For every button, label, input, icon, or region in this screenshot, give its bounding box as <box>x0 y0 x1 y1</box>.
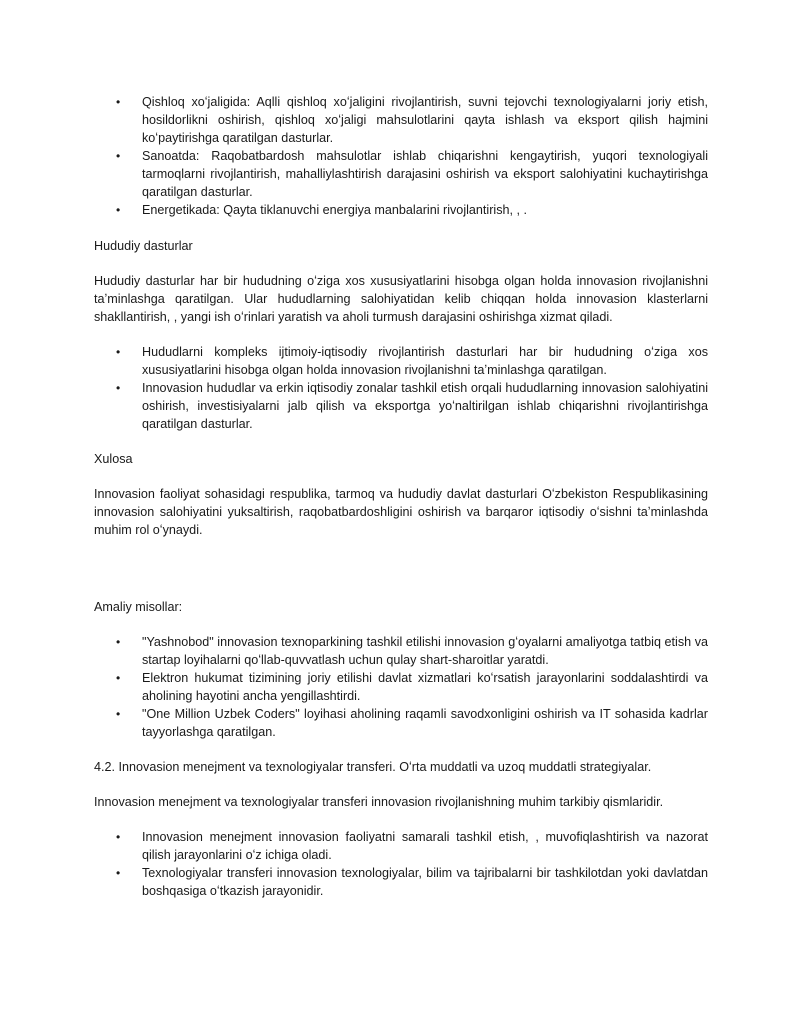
list-item-text: "One Million Uzbek Coders" loyihasi aholining raqamli savodxonligini oshirish va IT sohasida kadrlar tayyorlashga qaratilgan. <box>142 707 708 739</box>
conclusion-paragraph: Innovasion faoliyat sohasidagi respublika, tarmoq va hududiy davlat dasturlari Oʻzbekiston Respublikasining innovasion salohiyatini yuksaltirish, raqobatbardoshligini oshirish va barqaror iqtisodiy oʻsishni taʼminlashda muhim rol oʻynaydi. <box>94 487 708 537</box>
list-item-text: Qishloq xoʻjaligida: Aqlli qishloq xoʻjaligini rivojlantirish, suvni tejovchi texnologiyalarni joriy etish, hosildorlikni oshirish, qishloq xoʻjaligi mahsulotlarini qayta ishlash va eksport qilish hajmini koʻpaytirishga qaratilgan dasturlar. <box>142 95 708 145</box>
regional-bullet-list <box>94 343 708 433</box>
regional-heading: Hududiy dasturlar <box>94 239 193 253</box>
list-item <box>94 669 708 705</box>
bullet-icon: • <box>116 149 121 163</box>
list-item-text: Sanoatda: Raqobatbardosh mahsulotlar ishlab chiqarishni kengaytirish, yuqori texnologiyali tarmoqlarni rivojlantirish, mahalliylashtirish darajasini oshirish va eksport salohiyatini kuchaytirishga qaratilgan dasturlar. <box>142 149 708 199</box>
list-item <box>94 828 708 864</box>
bullet-icon: • <box>116 866 121 880</box>
section-4-2-heading: 4.2. Innovasion menejment va texnologiyalar transferi. Oʻrta muddatli va uzoq muddatli strategiyalar. <box>94 760 652 774</box>
bullet-icon: • <box>116 345 121 359</box>
list-item-text: Energetikada: Qayta tiklanuvchi energiya manbalarini rivojlantirish, , . <box>142 203 528 217</box>
list-item-text: Hududlarni kompleks ijtimoiy-iqtisodiy rivojlantirish dasturlari har bir hududning oʻziga xos xususiyatlarini hisobga olgan holda innovasion rivojlanishni taʼminlashga qaratilgan. <box>142 345 708 377</box>
list-item <box>94 93 708 147</box>
list-item <box>94 343 708 379</box>
section-4-2-paragraph: Innovasion menejment va texnologiyalar transferi innovasion rivojlanishning muhim tarkibiy qismlaridir. <box>94 795 664 809</box>
list-item <box>94 705 708 741</box>
list-item <box>94 201 708 219</box>
list-item <box>94 633 708 669</box>
list-item-text: Innovasion hududlar va erkin iqtisodiy zonalar tashkil etish orqali hududlarning innovasion salohiyatini oshirish, investisiyalarni jalb qilish va eksportga yoʻnaltirilgan ishlab chiqarishni rivojlantirishga qaratilgan dasturlar. <box>142 381 708 431</box>
list-item-text: Elektron hukumat tizimining joriy etilishi davlat xizmatlari koʻrsatish jarayonlarini soddalashtirdi va aholining hayotini ancha yengillashtirdi. <box>142 671 708 703</box>
examples-bullet-list <box>94 633 708 741</box>
regional-paragraph: Hududiy dasturlar har bir hududning oʻziga xos xususiyatlarini hisobga olgan holda innovasion rivojlanishni taʼminlashga qaratilgan. Ular hududlarning salohiyatidan kelib chiqqan holda innovasion klasterlarni shakllantirish, , yangi ish oʻrinlari yaratish va aholi turmush darajasini oshirishga xizmat qiladi. <box>94 274 708 324</box>
examples-heading: Amaliy misollar: <box>94 600 183 614</box>
list-item <box>94 864 708 900</box>
bullet-icon: • <box>116 381 121 395</box>
section-4-2-bullet-list <box>94 828 708 900</box>
bullet-icon: • <box>116 671 121 685</box>
list-item-text: "Yashnobod" innovasion texnoparkining tashkil etilishi innovasion gʻoyalarni amaliyotga tatbiq etish va startap loyihalarni qoʻllab-quvvatlash uchun qulay shart-sharoitlar yaratdi. <box>142 635 708 667</box>
list-item <box>94 379 708 433</box>
bullet-icon: • <box>116 203 121 217</box>
bullet-icon: • <box>116 95 121 109</box>
conclusion-heading: Xulosa <box>94 452 133 466</box>
bullet-icon: • <box>116 707 121 721</box>
list-item-text: Innovasion menejment innovasion faoliyatni samarali tashkil etish, , muvofiqlashtirish va nazorat qilish jarayonlarini oʻz ichiga oladi. <box>142 830 708 862</box>
list-item <box>94 147 708 201</box>
list-item-text: Texnologiyalar transferi innovasion texnologiyalar, bilim va tajribalarni bir tashkilotdan yoki davlatdan boshqasiga oʻtkazish jarayonidir. <box>142 866 708 898</box>
bullet-icon: • <box>116 830 121 844</box>
bullet-icon: • <box>116 635 121 649</box>
sectors-bullet-list <box>94 93 708 219</box>
